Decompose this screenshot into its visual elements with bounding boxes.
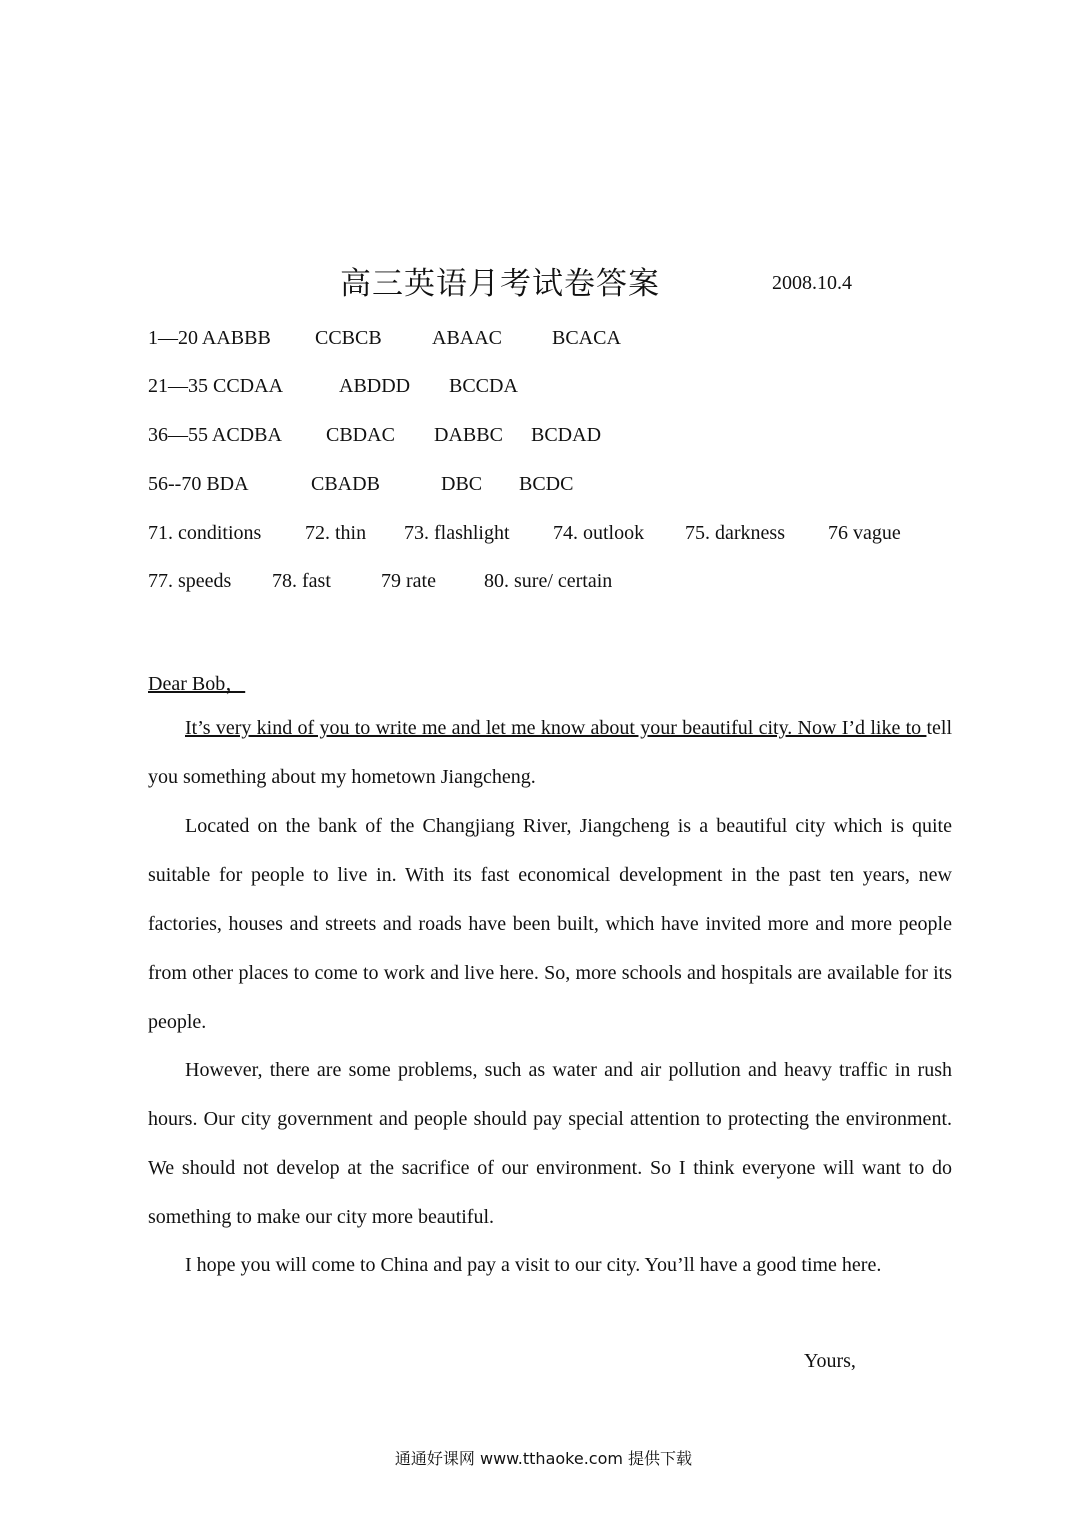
answer-group: CBADB [311, 473, 380, 495]
underlined-opening: It’s very kind of you to write me and let me know about your beautiful city. Now I’d like to [185, 717, 927, 739]
answer-group: CCBCB [315, 327, 382, 349]
paragraph-text: tell you something about my hometown Jiangcheng. [148, 717, 952, 788]
title-row [0, 258, 1087, 308]
answer-group: ABDDD [339, 375, 411, 397]
answer-group: 21—35 CCDAA [148, 375, 284, 397]
exam-date: 2008.10.4 [772, 272, 852, 294]
answer-group: BCDC [519, 473, 574, 495]
answer-item: 79 rate [381, 570, 436, 592]
answer-item: 71. conditions [148, 522, 262, 544]
answer-group: BCCDA [449, 375, 518, 397]
answer-group: ABAAC [432, 327, 503, 349]
answer-group: 36—55 ACDBA [148, 424, 282, 446]
answer-item: 72. thin [305, 522, 367, 544]
letter-paragraph-2: Located on the bank of the Changjiang River, Jiangcheng is a beautiful city which is quite suitable for people to live in. With its fast economical development in the past ten years, new factories, houses and streets and roads have been built, which have invited more and more people from other places to come to work and live here. So, more schools and hospitals are available for its people. [148, 815, 952, 1033]
answer-item: 80. sure/ certain [484, 570, 613, 592]
page-title: 高三英语月考试卷答案 [340, 266, 660, 302]
answer-item: 74. outlook [553, 522, 645, 544]
letter-closing: Yours, [804, 1350, 856, 1372]
answer-item: 77. speeds [148, 570, 232, 592]
answer-group: BCDAD [531, 424, 602, 446]
answer-group: DBC [441, 473, 483, 495]
answer-group: 1—20 AABBB [148, 327, 271, 349]
answer-group: BCACA [552, 327, 621, 349]
answer-item: 76 vague [828, 522, 901, 544]
answer-group: CBDAC [326, 424, 395, 446]
answer-item: 75. darkness [685, 522, 785, 544]
footer-watermark: 通通好课网 www.tthaoke.com 提供下载 [394, 1449, 693, 1468]
letter-paragraph-3: However, there are some problems, such as water and air pollution and heavy traffic in rush hours. Our city government and people should pay special attention to protecting the environment. We should not develop at the sacrifice of our environment. So I think everyone will want to do something to make our city more beautiful. [148, 1059, 952, 1228]
answer-group: 56--70 BDA [148, 473, 249, 495]
answer-item: 78. fast [272, 570, 331, 592]
answer-group: DABBC [434, 424, 503, 446]
answer-item: 73. flashlight [404, 522, 510, 544]
letter-paragraph-1 [148, 704, 952, 802]
letter-paragraph-4: I hope you will come to China and pay a visit to our city. You’ll have a good time here. [185, 1254, 882, 1276]
letter-greeting: Dear Bob， [148, 673, 246, 695]
